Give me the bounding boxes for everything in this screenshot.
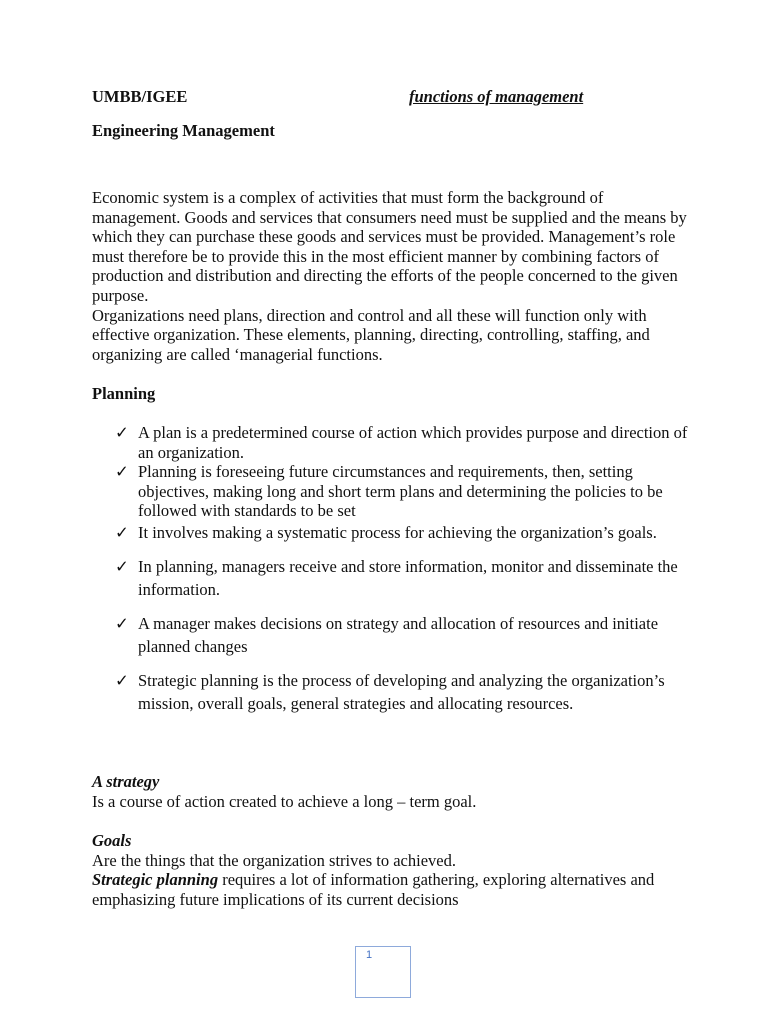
- planning-bullet-list: [115, 423, 695, 715]
- list-item: [115, 462, 695, 521]
- intro-paragraph: Organizations need plans, direction and control and all these will function only with effective organization. These elements, planning, directing, controlling, staffing, and organizing are called ‘managerial functions.: [92, 305, 650, 364]
- bullet-text: A plan is a predetermined course of action which provides purpose and direction of an organization.: [138, 423, 688, 462]
- checkmark-icon: ✓: [115, 613, 129, 633]
- bullet-text: Strategic planning is the process of developing and analyzing the organization’s mission, overall goals, general strategies and allocating resources.: [138, 670, 665, 713]
- checkmark-icon: ✓: [115, 462, 129, 482]
- strategy-text: Is a course of action created to achieve a long – term goal.: [92, 791, 477, 811]
- checkmark-icon: ✓: [115, 556, 129, 576]
- strategic-planning-term: Strategic planning: [92, 870, 219, 890]
- intro-paragraph: Economic system is a complex of activities that must form the background of management. Goods and services that consumers need must be supplied and the means by which they can purchase these goods and services must be provided. Management’s role must therefore be to provide this in the most efficient manner by combining factors of production and distribution and directing the efforts of the people concerned to the given purpose.: [92, 188, 687, 305]
- checkmark-icon: ✓: [115, 522, 129, 542]
- bullet-text: It involves making a systematic process for achieving the organization’s goals.: [138, 522, 657, 542]
- list-item: [115, 612, 695, 658]
- goals-text: Are the things that the organization strives to achieved.: [92, 850, 456, 870]
- intro-section: [92, 188, 692, 364]
- header-topic: functions of management: [409, 87, 584, 106]
- strategic-planning-text: requires a lot of information gathering, exploring alternatives and emphasizing future implications of its current decisions: [92, 870, 655, 909]
- checkmark-icon: ✓: [115, 423, 129, 442]
- goals-definition: [92, 831, 692, 909]
- goals-term: Goals: [92, 831, 132, 850]
- list-item: [115, 423, 695, 462]
- list-item: [115, 521, 695, 544]
- list-item: [115, 555, 695, 601]
- strategy-definition: [92, 772, 692, 811]
- header-institution: UMBB/IGEE: [92, 87, 188, 106]
- strategy-term: A strategy: [92, 772, 160, 791]
- strategic-planning-paragraph: [92, 870, 692, 909]
- list-item: [115, 669, 695, 715]
- bullet-text: Planning is foreseeing future circumstances and requirements, then, setting objectives, making long and short term plans and determining the policies to be followed with standards to be set: [138, 462, 663, 521]
- planning-heading: Planning: [92, 384, 156, 403]
- page-number-box: [355, 946, 411, 998]
- bullet-text: A manager makes decisions on strategy and allocation of resources and initiate planned changes: [138, 613, 659, 656]
- checkmark-icon: ✓: [115, 670, 129, 690]
- page-number: 1: [366, 949, 373, 961]
- course-title: Engineering Management: [92, 121, 275, 140]
- bullet-text: In planning, managers receive and store information, monitor and disseminate the information.: [138, 556, 678, 599]
